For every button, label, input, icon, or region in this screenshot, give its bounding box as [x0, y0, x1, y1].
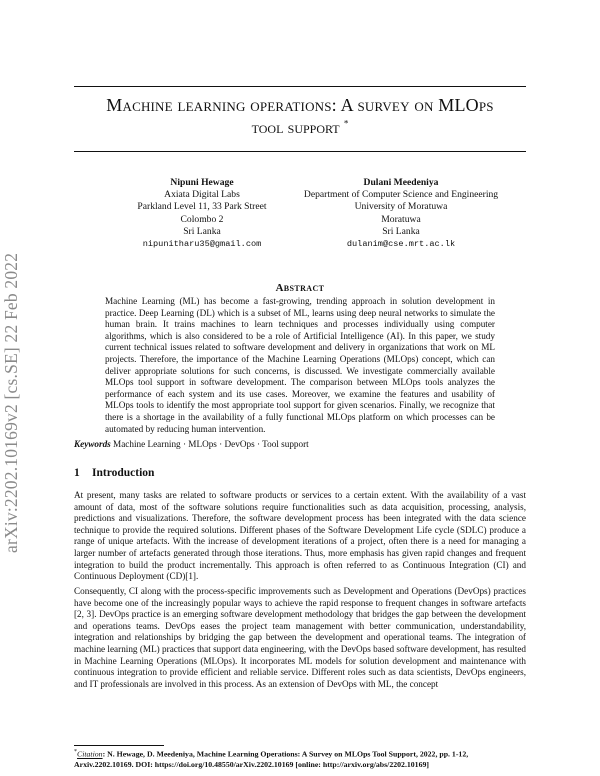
author-country: Sri Lanka	[183, 225, 221, 237]
keywords-line	[74, 439, 526, 449]
intro-paragraph-2: Consequently, CI along with the process-specific improvements such as Development and Operations (DevOps) practices have become one of the increasingly popular ways to achieve the rapid response to frequent changes in software artefacts [2, 3]. DevOps practice is an emerging software development methodology that bridges the gap between the development and operations teams. DevOps eases the project team management with better communication, understandability, integration and relationships by bridging the gap between the development and operational teams. The integration of machine learning (ML) practices that support data engineering, with the DevOps based software development, has resulted in Machine Learning Operations (MLOps). It incorporates ML models for solution development and maintenance with continuous integration to provide efficient and reliable service. Different roles such as data scientists, DevOps engineers, and IT professionals are involved in this process. As an extension of DevOps with ML, the concept	[74, 586, 526, 689]
author-block-2	[286, 177, 516, 250]
author-email[interactable]: dulanim@cse.mrt.ac.lk	[346, 239, 456, 250]
section-heading	[74, 467, 154, 479]
author-university: University of Moratuwa	[354, 201, 448, 213]
footnote-rule	[74, 745, 164, 746]
author-name: Nipuni Hewage	[170, 177, 234, 188]
title-line-2: tool support *	[251, 118, 349, 137]
title-footnote-marker: *	[343, 118, 349, 129]
section-title: Introduction	[92, 467, 155, 479]
footnote-text: : N. Hewage, D. Meedeniya, Machine Learning Operations: A Survey on MLOps Tool Support, 2022, pp. 1-12, Arxiv.2202.10169. DOI: https://doi.org/10.48550/arXiv.2202.10169 [online: http://arxiv.org/abs/2202.10169]	[74, 749, 469, 769]
author-affiliation: Axiata Digital Labs	[164, 189, 240, 201]
author-affiliation: Department of Computer Science and Engineering	[303, 189, 499, 201]
keywords-label: Keywords	[74, 439, 111, 449]
footnote-marker: *	[74, 749, 77, 755]
title-top-rule	[74, 86, 526, 87]
abstract-heading: Abstract	[275, 282, 325, 294]
author-city: Moratuwa	[381, 213, 421, 225]
author-block-1	[104, 177, 300, 250]
footnote-citation-label: Citation	[77, 749, 103, 759]
citation-footnote	[74, 747, 526, 770]
author-country: Sri Lanka	[382, 225, 420, 237]
title-line-1: Machine learning operations: A survey on MLOps	[106, 95, 494, 115]
title-bottom-rule	[74, 151, 526, 152]
author-address: Parkland Level 11, 33 Park Street	[137, 201, 267, 213]
keywords-text: Machine Learning · MLOps · DevOps · Tool support	[113, 439, 309, 449]
abstract-text: Machine Learning (ML) has become a fast-growing, trending approach in solution development in practice. Deep Learning (DL) which is a subset of ML, learns using deep neural networks to simulate the human brain. It trains machines to learn techniques and processes individually using computer algorithms, which is also considered to be a role of Artificial Intelligence (AI). In this paper, we study current technical issues related to software development and delivery in organizations that work on ML projects. Therefore, the importance of the Machine Learning Operations (MLOps) concept, which can deliver appropriate solutions for such concerns, is discussed. We investigate commercially available MLOps tool support in software development. The comparison between MLOps tools analyzes the performance of each system and its use cases. Moreover, we examine the features and usability of MLOps tools to identify the most appropriate tool support for given scenarios. Finally, we recognize that there is a shortage in the availability of a fully functional MLOps platform on which processes can be automated by reducing human intervention.	[105, 296, 495, 434]
arxiv-side-stamp: arXiv:2202.10169v2 [cs.SE] 22 Feb 2022	[1, 252, 21, 553]
author-city: Colombo 2	[180, 213, 224, 225]
intro-paragraph-1: At present, many tasks are related to software products or services to a certain extent. With the availability of a vast amount of data, most of the software solutions require functionalities such as data acquisition, processing, analysis, predictions and visualizations. Therefore, the software development process has been integrated with the data science technique to provide the required solutions. Different phases of the Software Development Life cycle (SDLC) produce a range of unique artefacts. With the increase of development iterations of a project, often there is a need for managing a larger number of artefacts generated through those iterations. Thus, more emphasis has given rapid changes and frequent integration to build the product incrementally. This approach is often referred to as Continuous Integration (CI) and Continuous Deployment (CD)[1].	[74, 490, 526, 582]
author-name: Dulani Meedeniya	[363, 177, 439, 188]
section-number: 1	[74, 467, 80, 479]
author-email[interactable]: nipunitharu35@gmail.com	[142, 239, 262, 250]
